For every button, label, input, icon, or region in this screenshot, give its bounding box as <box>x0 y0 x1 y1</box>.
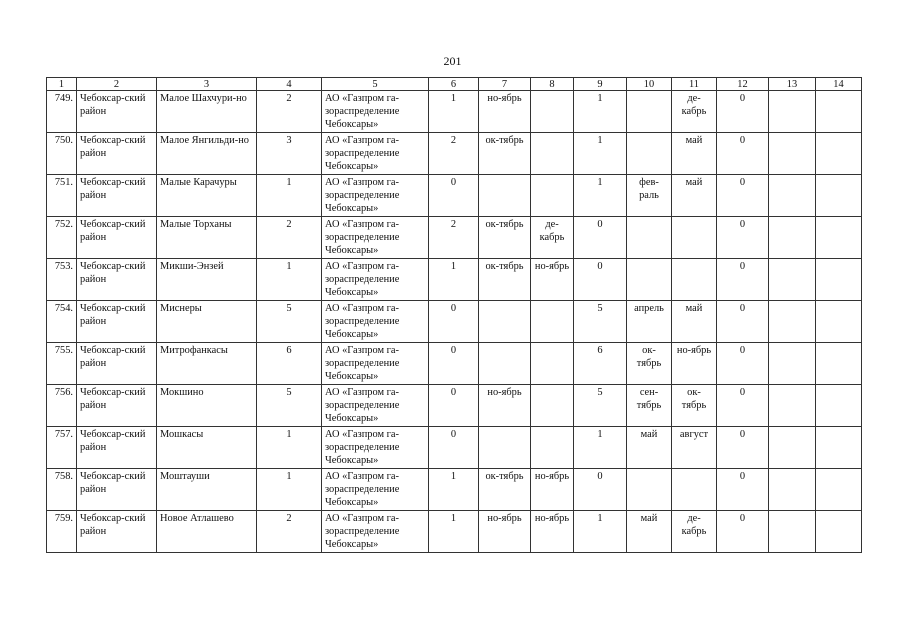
organization-cell: АО «Газпром га-зораспределение Чебоксары» <box>322 469 429 511</box>
cell-col-13 <box>769 427 816 469</box>
column-header: 7 <box>479 78 531 91</box>
district-cell: Чебоксар-ский район <box>77 511 157 553</box>
cell-col-7: но-ябрь <box>479 511 531 553</box>
cell-col-11: август <box>672 427 717 469</box>
settlement-cell: Малые Карачуры <box>157 175 257 217</box>
cell-col-12: 0 <box>717 385 769 427</box>
cell-col-6: 0 <box>429 343 479 385</box>
settlement-cell: Моштауши <box>157 469 257 511</box>
cell-col-14 <box>816 469 862 511</box>
cell-col-9: 0 <box>574 217 627 259</box>
count-cell: 1 <box>257 175 322 217</box>
organization-cell: АО «Газпром га-зораспределение Чебоксары» <box>322 217 429 259</box>
settlement-cell: Мошкасы <box>157 427 257 469</box>
cell-col-6: 1 <box>429 511 479 553</box>
cell-col-8 <box>531 91 574 133</box>
count-cell: 6 <box>257 343 322 385</box>
cell-col-9: 1 <box>574 427 627 469</box>
cell-col-12: 0 <box>717 175 769 217</box>
district-cell: Чебоксар-ский район <box>77 427 157 469</box>
district-cell: Чебоксар-ский район <box>77 469 157 511</box>
cell-col-12: 0 <box>717 511 769 553</box>
cell-col-12: 0 <box>717 133 769 175</box>
column-header: 11 <box>672 78 717 91</box>
cell-col-12: 0 <box>717 301 769 343</box>
cell-col-12: 0 <box>717 343 769 385</box>
cell-col-10: май <box>627 511 672 553</box>
column-header: 6 <box>429 78 479 91</box>
settlement-cell: Новое Атлашево <box>157 511 257 553</box>
cell-col-8: де-кабрь <box>531 217 574 259</box>
district-cell: Чебоксар-ский район <box>77 385 157 427</box>
cell-col-10 <box>627 259 672 301</box>
cell-col-8 <box>531 175 574 217</box>
row-number: 757. <box>47 427 77 469</box>
cell-col-11: май <box>672 301 717 343</box>
cell-col-14 <box>816 343 862 385</box>
table-row <box>47 259 862 301</box>
row-number: 751. <box>47 175 77 217</box>
table-row <box>47 301 862 343</box>
cell-col-6: 1 <box>429 259 479 301</box>
cell-col-11: май <box>672 175 717 217</box>
cell-col-9: 1 <box>574 133 627 175</box>
row-number: 752. <box>47 217 77 259</box>
column-header: 5 <box>322 78 429 91</box>
count-cell: 3 <box>257 133 322 175</box>
table-row <box>47 133 862 175</box>
cell-col-11: де-кабрь <box>672 91 717 133</box>
cell-col-9: 1 <box>574 175 627 217</box>
cell-col-6: 1 <box>429 469 479 511</box>
row-number: 756. <box>47 385 77 427</box>
cell-col-13 <box>769 343 816 385</box>
cell-col-7 <box>479 427 531 469</box>
cell-col-7: но-ябрь <box>479 385 531 427</box>
row-number: 753. <box>47 259 77 301</box>
column-header: 13 <box>769 78 816 91</box>
settlement-cell: Мокшино <box>157 385 257 427</box>
cell-col-7: ок-тябрь <box>479 133 531 175</box>
cell-col-6: 0 <box>429 301 479 343</box>
column-header: 4 <box>257 78 322 91</box>
organization-cell: АО «Газпром га-зораспределение Чебоксары» <box>322 385 429 427</box>
cell-col-14 <box>816 259 862 301</box>
cell-col-10 <box>627 217 672 259</box>
cell-col-13 <box>769 385 816 427</box>
schedule-table <box>46 77 862 553</box>
row-number: 759. <box>47 511 77 553</box>
cell-col-8 <box>531 343 574 385</box>
cell-col-9: 5 <box>574 385 627 427</box>
organization-cell: АО «Газпром га-зораспределение Чебоксары» <box>322 259 429 301</box>
count-cell: 5 <box>257 385 322 427</box>
count-cell: 2 <box>257 217 322 259</box>
cell-col-12: 0 <box>717 427 769 469</box>
cell-col-8: но-ябрь <box>531 511 574 553</box>
cell-col-13 <box>769 301 816 343</box>
settlement-cell: Малое Шахчури-но <box>157 91 257 133</box>
district-cell: Чебоксар-ский район <box>77 343 157 385</box>
cell-col-11 <box>672 469 717 511</box>
cell-col-12: 0 <box>717 469 769 511</box>
cell-col-10 <box>627 469 672 511</box>
cell-col-10: сен-тябрь <box>627 385 672 427</box>
table-row <box>47 427 862 469</box>
table-row <box>47 175 862 217</box>
table-row <box>47 91 862 133</box>
column-number-row <box>47 78 862 91</box>
column-header: 3 <box>157 78 257 91</box>
cell-col-13 <box>769 217 816 259</box>
column-header: 9 <box>574 78 627 91</box>
cell-col-9: 0 <box>574 469 627 511</box>
cell-col-14 <box>816 385 862 427</box>
organization-cell: АО «Газпром га-зораспределение Чебоксары» <box>322 175 429 217</box>
cell-col-14 <box>816 511 862 553</box>
column-header: 1 <box>47 78 77 91</box>
district-cell: Чебоксар-ский район <box>77 91 157 133</box>
cell-col-14 <box>816 133 862 175</box>
cell-col-11 <box>672 217 717 259</box>
cell-col-13 <box>769 469 816 511</box>
settlement-cell: Микши-Энзей <box>157 259 257 301</box>
table-row <box>47 469 862 511</box>
cell-col-11: де-кабрь <box>672 511 717 553</box>
cell-col-6: 0 <box>429 175 479 217</box>
cell-col-6: 0 <box>429 385 479 427</box>
settlement-cell: Малое Янгильди-но <box>157 133 257 175</box>
count-cell: 2 <box>257 91 322 133</box>
organization-cell: АО «Газпром га-зораспределение Чебоксары» <box>322 427 429 469</box>
settlement-cell: Митрофанкасы <box>157 343 257 385</box>
count-cell: 1 <box>257 427 322 469</box>
cell-col-10: фев-раль <box>627 175 672 217</box>
district-cell: Чебоксар-ский район <box>77 301 157 343</box>
cell-col-8 <box>531 385 574 427</box>
column-header: 12 <box>717 78 769 91</box>
count-cell: 2 <box>257 511 322 553</box>
cell-col-11: май <box>672 133 717 175</box>
count-cell: 1 <box>257 259 322 301</box>
column-header: 14 <box>816 78 862 91</box>
cell-col-9: 5 <box>574 301 627 343</box>
cell-col-11: но-ябрь <box>672 343 717 385</box>
cell-col-11: ок-тябрь <box>672 385 717 427</box>
count-cell: 1 <box>257 469 322 511</box>
organization-cell: АО «Газпром га-зораспределение Чебоксары» <box>322 301 429 343</box>
cell-col-7 <box>479 343 531 385</box>
cell-col-11 <box>672 259 717 301</box>
organization-cell: АО «Газпром га-зораспределение Чебоксары» <box>322 133 429 175</box>
district-cell: Чебоксар-ский район <box>77 259 157 301</box>
cell-col-7: но-ябрь <box>479 91 531 133</box>
cell-col-8 <box>531 301 574 343</box>
cell-col-14 <box>816 427 862 469</box>
page-number: 201 <box>443 54 462 68</box>
cell-col-9: 1 <box>574 91 627 133</box>
cell-col-12: 0 <box>717 259 769 301</box>
column-header: 8 <box>531 78 574 91</box>
cell-col-9: 6 <box>574 343 627 385</box>
settlement-cell: Малые Торханы <box>157 217 257 259</box>
cell-col-10 <box>627 133 672 175</box>
row-number: 755. <box>47 343 77 385</box>
organization-cell: АО «Газпром га-зораспределение Чебоксары» <box>322 343 429 385</box>
cell-col-10: апрель <box>627 301 672 343</box>
cell-col-6: 2 <box>429 217 479 259</box>
cell-col-7 <box>479 175 531 217</box>
cell-col-12: 0 <box>717 91 769 133</box>
cell-col-8 <box>531 133 574 175</box>
district-cell: Чебоксар-ский район <box>77 217 157 259</box>
organization-cell: АО «Газпром га-зораспределение Чебоксары» <box>322 511 429 553</box>
count-cell: 5 <box>257 301 322 343</box>
cell-col-12: 0 <box>717 217 769 259</box>
cell-col-9: 1 <box>574 511 627 553</box>
cell-col-13 <box>769 133 816 175</box>
row-number: 758. <box>47 469 77 511</box>
cell-col-6: 0 <box>429 427 479 469</box>
cell-col-8: но-ябрь <box>531 259 574 301</box>
table-row <box>47 217 862 259</box>
cell-col-7: ок-тябрь <box>479 217 531 259</box>
cell-col-10: ок-тябрь <box>627 343 672 385</box>
row-number: 750. <box>47 133 77 175</box>
cell-col-14 <box>816 175 862 217</box>
cell-col-8 <box>531 427 574 469</box>
cell-col-6: 2 <box>429 133 479 175</box>
cell-col-6: 1 <box>429 91 479 133</box>
row-number: 749. <box>47 91 77 133</box>
district-cell: Чебоксар-ский район <box>77 175 157 217</box>
cell-col-13 <box>769 511 816 553</box>
organization-cell: АО «Газпром га-зораспределение Чебоксары» <box>322 91 429 133</box>
cell-col-7: ок-тябрь <box>479 259 531 301</box>
table-row <box>47 385 862 427</box>
column-header: 10 <box>627 78 672 91</box>
cell-col-13 <box>769 259 816 301</box>
cell-col-9: 0 <box>574 259 627 301</box>
cell-col-13 <box>769 91 816 133</box>
table-row <box>47 343 862 385</box>
cell-col-7 <box>479 301 531 343</box>
cell-col-10 <box>627 91 672 133</box>
table-row <box>47 511 862 553</box>
cell-col-7: ок-тябрь <box>479 469 531 511</box>
column-header: 2 <box>77 78 157 91</box>
district-cell: Чебоксар-ский район <box>77 133 157 175</box>
cell-col-13 <box>769 175 816 217</box>
cell-col-14 <box>816 91 862 133</box>
cell-col-10: май <box>627 427 672 469</box>
row-number: 754. <box>47 301 77 343</box>
settlement-cell: Миснеры <box>157 301 257 343</box>
cell-col-8: но-ябрь <box>531 469 574 511</box>
cell-col-14 <box>816 301 862 343</box>
cell-col-14 <box>816 217 862 259</box>
